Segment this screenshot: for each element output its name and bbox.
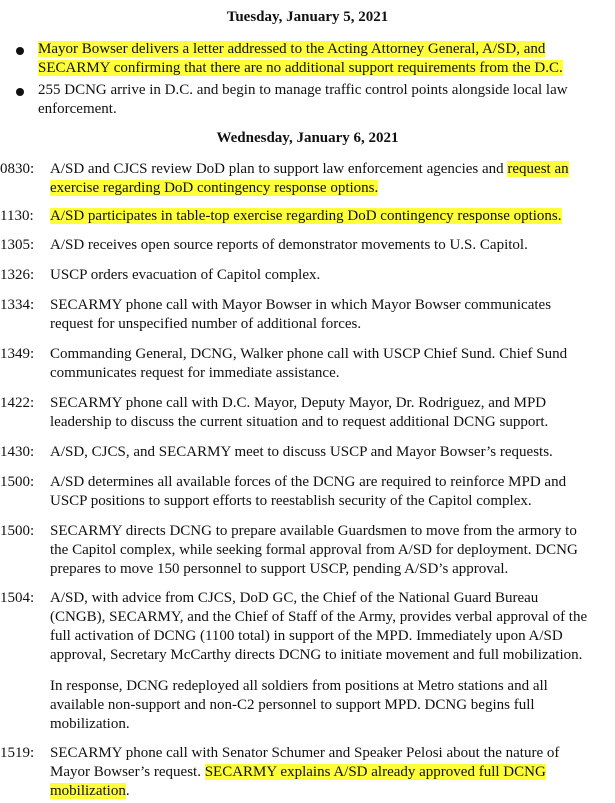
- bullet-dot-icon: [16, 47, 24, 55]
- highlighted-text: SECARMY confirming that there are no additional support requirements from the D.C.: [38, 60, 563, 76]
- entry-text: SECARMY directs DCNG to prepare available Guardsmen to move from the armory to: [50, 523, 577, 539]
- entry-text: USCP positions to support efforts to reestablish security of the Capitol complex.: [50, 493, 532, 509]
- entry-text: Mayor Bowser’s request.: [50, 764, 205, 780]
- highlighted-text: request an: [507, 161, 569, 177]
- bullet-dot-icon: [16, 88, 24, 96]
- entry-text: A/SD, with advice from CJCS, DoD GC, the Chief of the National Guard Bureau: [50, 590, 539, 606]
- entry-text: SECARMY phone call with Mayor Bowser in which Mayor Bowser communicates: [50, 297, 552, 313]
- timeline-entry: [0, 744, 613, 801]
- entry-text: (CNGB), SECARMY, and the Chief of Staff of the Army, provides verbal approval of the: [50, 609, 588, 625]
- bullet-item: [38, 81, 613, 119]
- entry-time: 1349:: [0, 346, 35, 362]
- entry-text: .: [125, 783, 130, 799]
- entry-text: A/SD, CJCS, and SECARMY meet to discuss USCP and Mayor Bowser’s requests.: [50, 444, 553, 460]
- entry-text: communicates request for immediate assistance.: [50, 365, 340, 381]
- entry-text: leadership to discuss the current situation and to request additional DCNG support.: [50, 414, 549, 430]
- bullet-line: 255 DCNG arrive in D.C. and begin to manage traffic control points alongside local law: [38, 82, 568, 98]
- entry-text: Commanding General, DCNG, Walker phone call with USCP Chief Sund. Chief Sund: [50, 346, 568, 362]
- timeline-entry: [0, 207, 613, 226]
- entry-time: 1305:: [0, 237, 35, 253]
- paragraph-line: In response, DCNG redeployed all soldiers from positions at Metro stations and all: [50, 678, 548, 694]
- timeline-entry: [0, 345, 613, 383]
- date-heading-tuesday: Tuesday, January 5, 2021: [226, 9, 389, 25]
- entry-time: 1504:: [0, 590, 35, 606]
- date-heading-wednesday: Wednesday, January 6, 2021: [216, 130, 399, 146]
- timeline-entry: [0, 236, 613, 255]
- entry-time: 1519:: [0, 745, 35, 761]
- entry-time: 0830:: [0, 161, 35, 177]
- entry-text: approval, Secretary McCarthy directs DCNG to initiate movement and full mobilization.: [50, 647, 583, 663]
- highlighted-text: A/SD participates in table-top exercise regarding DoD contingency response options.: [50, 208, 562, 224]
- entry-text: USCP orders evacuation of Capitol complex.: [50, 267, 321, 283]
- highlighted-text: Mayor Bowser delivers a letter addressed to the Acting Attorney General, A/SD, and: [38, 41, 546, 57]
- entry-text: request for unspecified number of additional forces.: [50, 316, 362, 332]
- entry-time: 1500:: [0, 523, 35, 539]
- timeline-entry: [0, 589, 613, 665]
- timeline-entry: [0, 394, 613, 432]
- paragraph-line: available non-support and non-C2 personnel to support MPD. DCNG begins full: [50, 697, 535, 713]
- bullet-line: enforcement.: [38, 101, 117, 117]
- timeline-entry: [0, 443, 613, 462]
- entry-time: 1500:: [0, 474, 35, 490]
- paragraph-line: mobilization.: [50, 716, 130, 732]
- entry-text: A/SD determines all available forces of the DCNG are required to reinforce MPD and: [50, 474, 567, 490]
- timeline-entry: [0, 522, 613, 579]
- entry-text: prepares to move 150 personnel to support USCP, pending A/SD’s approval.: [50, 561, 509, 577]
- entry-time: 1430:: [0, 444, 35, 460]
- entry-time: 1422:: [0, 395, 35, 411]
- entry-time: 1130:: [0, 208, 34, 224]
- timeline-entry: [0, 473, 613, 511]
- highlighted-text: exercise regarding DoD contingency response options.: [50, 180, 379, 196]
- highlighted-text: SECARMY explains A/SD already approved full DCNG: [204, 764, 546, 780]
- timeline-entry: [0, 160, 613, 198]
- entry-text: SECARMY phone call with D.C. Mayor, Deputy Mayor, Dr. Rodriguez, and MPD: [50, 395, 547, 411]
- bullet-item: [38, 40, 613, 78]
- timeline-entry: [0, 266, 613, 285]
- entry-text: SECARMY phone call with Senator Schumer and Speaker Pelosi about the nature of: [50, 745, 560, 761]
- highlighted-text: mobilization: [50, 783, 126, 799]
- entry-text: A/SD and CJCS review DoD plan to support law enforcement agencies and: [50, 161, 508, 177]
- entry-text: full activation of DCNG (1100 total) in support of the MPD. Immediately upon A/SD: [50, 628, 563, 644]
- entry-text: A/SD receives open source reports of demonstrator movements to U.S. Capitol.: [50, 237, 528, 253]
- timeline-entry: [0, 296, 613, 334]
- followup-paragraph: [50, 677, 613, 734]
- entry-time: 1326:: [0, 267, 35, 283]
- entry-text: the Capitol complex, while seeking formal approval from A/SD for deployment. DCNG: [50, 542, 578, 558]
- entry-time: 1334:: [0, 297, 35, 313]
